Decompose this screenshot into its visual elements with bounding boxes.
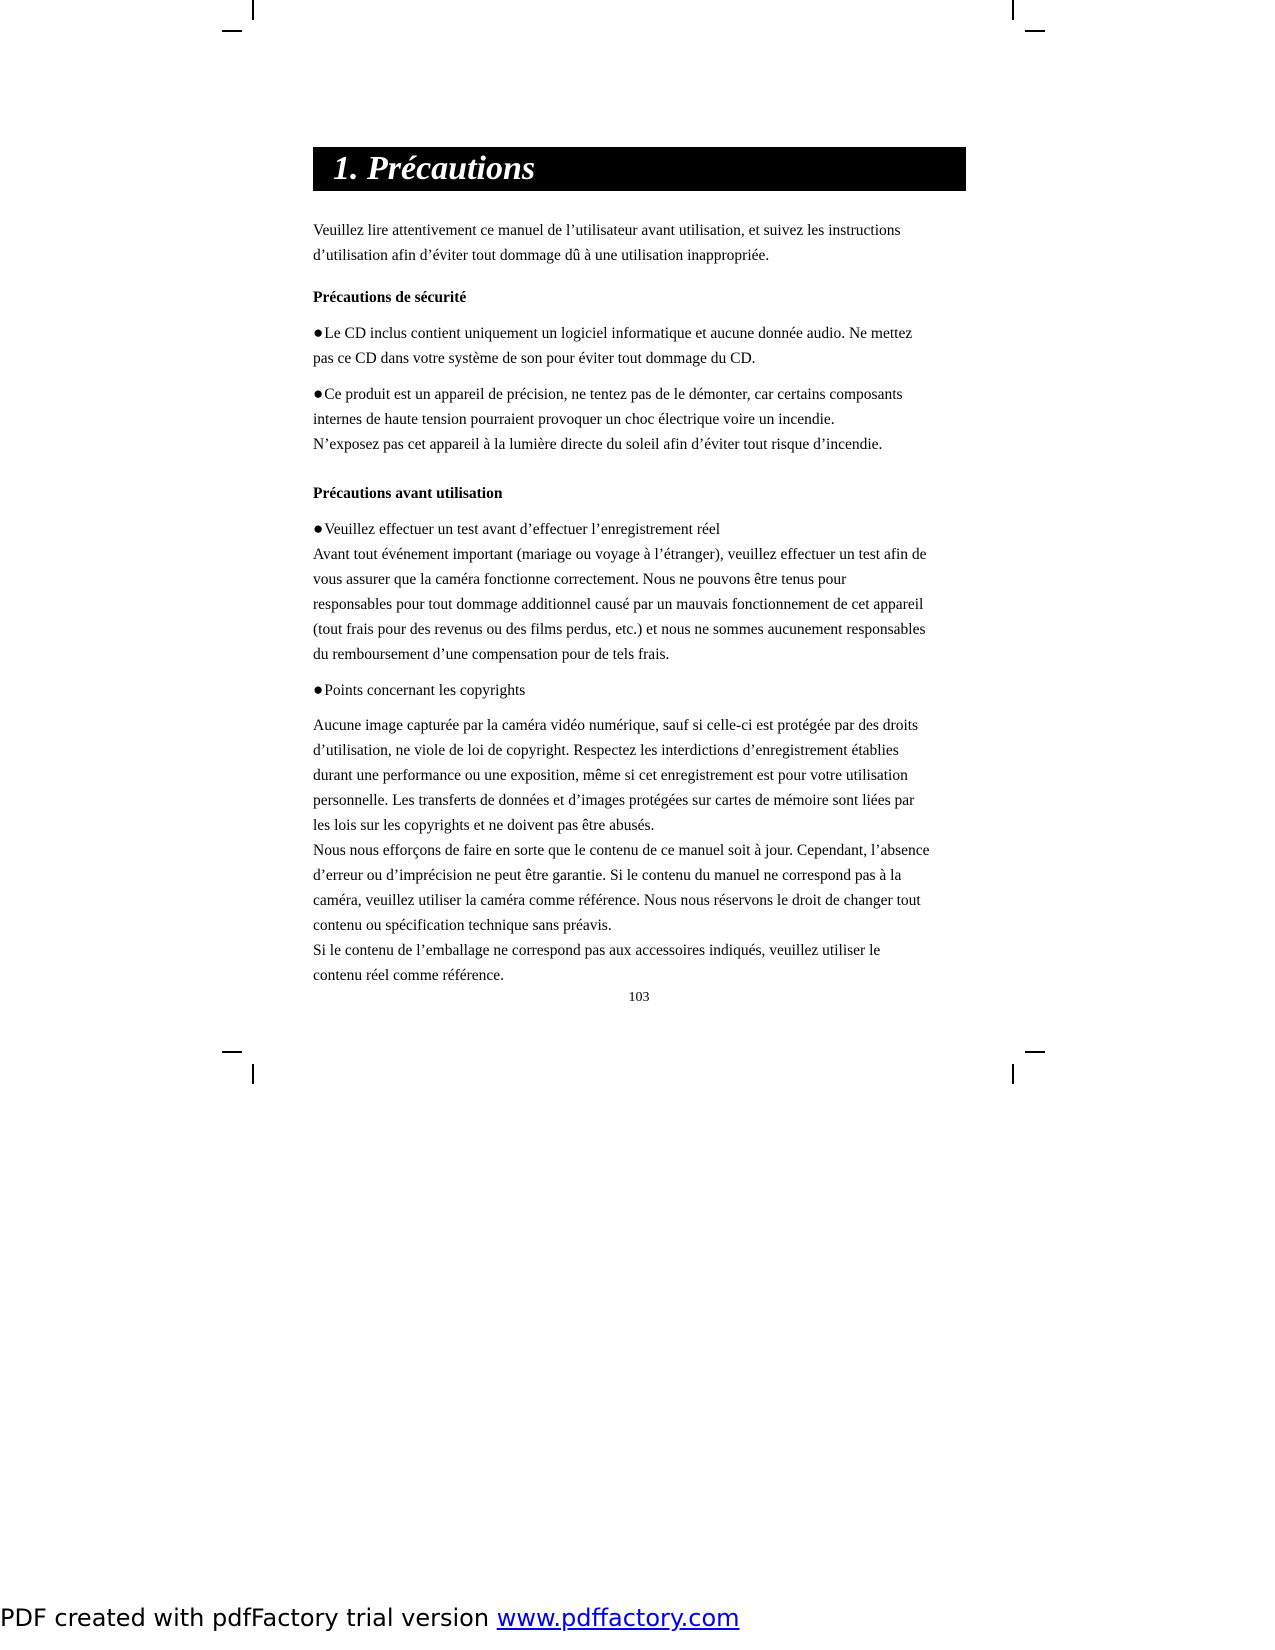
body-line: Avant tout événement important (mariage ou voyage à l’étranger), veuillez effectuer un test afin de bbox=[313, 546, 927, 563]
body-line: responsables pour tout dommage additionnel causé par un mauvais fonctionnement de cet appareil bbox=[313, 596, 924, 613]
bullet-icon: ● bbox=[313, 384, 324, 403]
page-title-bar bbox=[313, 147, 966, 191]
body-line: caméra, veuillez utiliser la caméra comme référence. Nous nous réservons le droit de changer tout bbox=[313, 892, 921, 909]
bullet-line: internes de haute tension pourraient provoquer un choc électrique voire un incendie. bbox=[313, 411, 835, 428]
crop-mark bbox=[1012, 1064, 1014, 1084]
page-title: 1. Précautions bbox=[333, 150, 536, 187]
bullet-icon: ● bbox=[313, 323, 324, 342]
bullet-icon: ● bbox=[313, 519, 324, 538]
intro-line: Veuillez lire attentivement ce manuel de l’utilisateur avant utilisation, et suivez les instructions bbox=[313, 222, 901, 239]
body-line: contenu ou spécification technique sans préavis. bbox=[313, 917, 612, 934]
body-line: du remboursement d’une compensation pour de tels frais. bbox=[313, 646, 670, 663]
pdf-footer bbox=[0, 1603, 740, 1633]
body-line: personnelle. Les transferts de données et d’images protégées sur cartes de mémoire sont liées par bbox=[313, 792, 915, 809]
body-line: durant une performance ou une exposition, même si cet enregistrement est pour votre utilisation bbox=[313, 767, 908, 784]
body-line: d’utilisation, ne viole de loi de copyright. Respectez les interdictions d’enregistrement établies bbox=[313, 742, 899, 759]
bullet-line: N’exposez pas cet appareil à la lumière directe du soleil afin d’éviter tout risque d’incendie. bbox=[313, 436, 883, 453]
crop-mark bbox=[1025, 1051, 1045, 1053]
intro-line: d’utilisation afin d’éviter tout dommage dû à une utilisation inappropriée. bbox=[313, 247, 770, 264]
crop-mark bbox=[1012, 0, 1014, 20]
body-line: Si le contenu de l’emballage ne correspond pas aux accessoires indiqués, veuillez utiliser le bbox=[313, 942, 881, 959]
crop-mark bbox=[222, 30, 242, 32]
body-line: Aucune image capturée par la caméra vidéo numérique, sauf si celle-ci est protégée par des droits bbox=[313, 717, 919, 734]
body-line: (tout frais pour des revenus ou des films perdus, etc.) et nous ne sommes aucunement responsables bbox=[313, 621, 926, 638]
bullet-line: pas ce CD dans votre système de son pour éviter tout dommage du CD. bbox=[313, 350, 756, 367]
crop-mark bbox=[252, 1064, 254, 1084]
crop-mark bbox=[1025, 30, 1045, 32]
bullet-line: ●Le CD inclus contient uniquement un logiciel informatique et aucune donnée audio. Ne mettez bbox=[313, 320, 973, 346]
footer-link[interactable]: www.pdffactory.com bbox=[496, 1604, 740, 1632]
body-line: vous assurer que la caméra fonctionne correctement. Nous ne pouvons être tenus pour bbox=[313, 571, 847, 588]
section-heading-before-use: Précautions avant utilisation bbox=[313, 485, 503, 502]
body-line: les lois sur les copyrights et ne doivent pas être abusés. bbox=[313, 817, 655, 834]
body-line: contenu réel comme référence. bbox=[313, 967, 505, 984]
bullet-line: ●Veuillez effectuer un test avant d’effectuer l’enregistrement réel bbox=[313, 516, 973, 542]
page-number: 103 bbox=[628, 990, 650, 1005]
crop-mark bbox=[222, 1051, 242, 1053]
crop-mark bbox=[252, 0, 254, 20]
body-line: d’erreur ou d’imprécision ne peut être garantie. Si le contenu du manuel ne correspond pas à la bbox=[313, 867, 902, 884]
bullet-icon: ● bbox=[313, 680, 324, 699]
footer-text: PDF created with pdfFactory trial version bbox=[0, 1604, 497, 1632]
bullet-line: ●Ce produit est un appareil de précision, ne tentez pas de le démonter, car certains composants bbox=[313, 381, 973, 407]
section-heading-safety: Précautions de sécurité bbox=[313, 289, 467, 306]
body-line: Nous nous efforçons de faire en sorte que le contenu de ce manuel soit à jour. Cependant, l’absence bbox=[313, 842, 930, 859]
bullet-line: ●Points concernant les copyrights bbox=[313, 677, 973, 703]
document-body bbox=[313, 218, 973, 988]
